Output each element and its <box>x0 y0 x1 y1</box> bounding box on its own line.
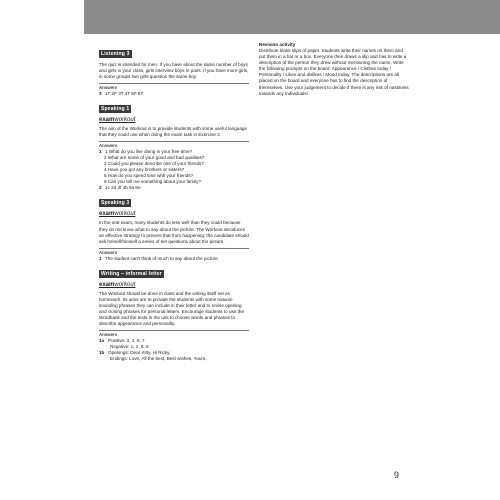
section-heading-writing: Writing – informal letter <box>101 270 163 277</box>
answer-text: 2 What are some of your good and bad qualities? <box>104 155 205 161</box>
logo-workout: workout <box>114 211 136 218</box>
logo-exam: exam <box>99 211 115 218</box>
answer-text: 1T 2F 3T 4T 5F 6T <box>105 91 144 97</box>
answer-text: Positive: 3, 4, 6, 7 <box>108 338 145 344</box>
answer-text: 3 Could you please describe one of your friends? <box>104 161 204 167</box>
writing-paragraph: The Workout should be done in class and the writing itself set as homework. Its aims are to provide the students with some natural-sounding phrases they can include in their letter and to revise opening and closing phrases for personal letters. Encourage students to use the Wordbank and the texts in the unit to choose words and phrases to describe appearance and personality. <box>99 290 245 327</box>
exam-workout-logo <box>99 210 249 218</box>
exam-workout-logo <box>99 281 249 289</box>
section-heading-listening: Listening 3 <box>101 51 130 57</box>
left-column <box>99 42 249 362</box>
right-column <box>259 42 409 97</box>
answers-label: Answers <box>99 83 249 91</box>
answer-number: 3 <box>99 91 102 97</box>
answer-text: 1c 2d 3f 4b 5a 6e <box>105 185 141 191</box>
answer-text: 1 What do you like doing in your free time? <box>105 149 193 155</box>
answer-text: Endings: Love, All the best, Best wishes, Yours, <box>110 356 207 362</box>
answer-text: 6 Can you tell me something about your family? <box>104 179 202 185</box>
answers-label: Answers <box>99 248 249 256</box>
logo-exam: exam <box>99 281 115 288</box>
answers-label: Answers <box>99 141 249 149</box>
answer-number: 1a <box>99 338 105 344</box>
answer-line <box>99 256 249 262</box>
logo-exam: exam <box>99 117 115 124</box>
answer-line <box>99 185 249 191</box>
revision-activity-paragraph: Distribute blank slips of paper. Students write their names on them and put them in a hat or a box. Everyone then draws a slip and has to write a description of the person they drew without mentioning the name. Write the following prompts on the board: Appearance / Clothes today / Personality / Likes and dislikes / Mood today. The descriptions are all placed on the board and everyone has to find the description of themselves. Use your judgement to decide if there is any risk of nastiness towards any individuals! <box>259 48 409 96</box>
answer-text: Openings: Dear Kitty, Hi Ricky, <box>108 350 171 356</box>
page-number: 9 <box>394 470 400 480</box>
answer-number: 2 <box>99 185 102 191</box>
section-heading-speaking-1: Speaking 1 <box>101 106 130 113</box>
answers-label: Answers <box>99 330 249 338</box>
answer-text: 4 Have you got any brothers or sisters? <box>104 167 185 173</box>
speaking-1-paragraph: The aim of the Workout is to provide students with some useful language that they could use when doing the exam task in Exercise 2. <box>99 126 248 138</box>
answer-text: The student can't think of much to say about the picture. <box>105 255 220 261</box>
answer-text: 5 How do you spend time with your friends? <box>104 173 194 179</box>
answer-text: Negative: 1, 2, 5, 8 <box>110 344 149 350</box>
revision-activity-title: Revision activity <box>259 42 296 47</box>
answer-number: 1 <box>99 255 102 261</box>
logo-workout: workout <box>114 117 136 124</box>
answer-line <box>99 91 249 97</box>
exam-workout-logo <box>99 116 249 124</box>
logo-workout: workout <box>114 281 136 288</box>
listening-paragraph: The quiz is intended for men. If you have about the same number of boys and girls in your class, girls interview boys in pairs. If you have more girls, in some groups two girls question the same boy. <box>99 62 249 80</box>
section-heading-speaking-3: Speaking 3 <box>101 200 130 207</box>
answer-number: 1 <box>99 149 102 155</box>
answer-line <box>99 356 249 362</box>
speaking-3-paragraph: In the oral exam, many students do less well than they could because they do not know what to say about the picture. The Workout introduces an effective strategy to prevent that from happening: the candidate should ask herself/himself a series of set questions about the picture. <box>99 220 249 244</box>
answer-number: 1b <box>99 350 105 356</box>
header-bar <box>84 0 500 34</box>
